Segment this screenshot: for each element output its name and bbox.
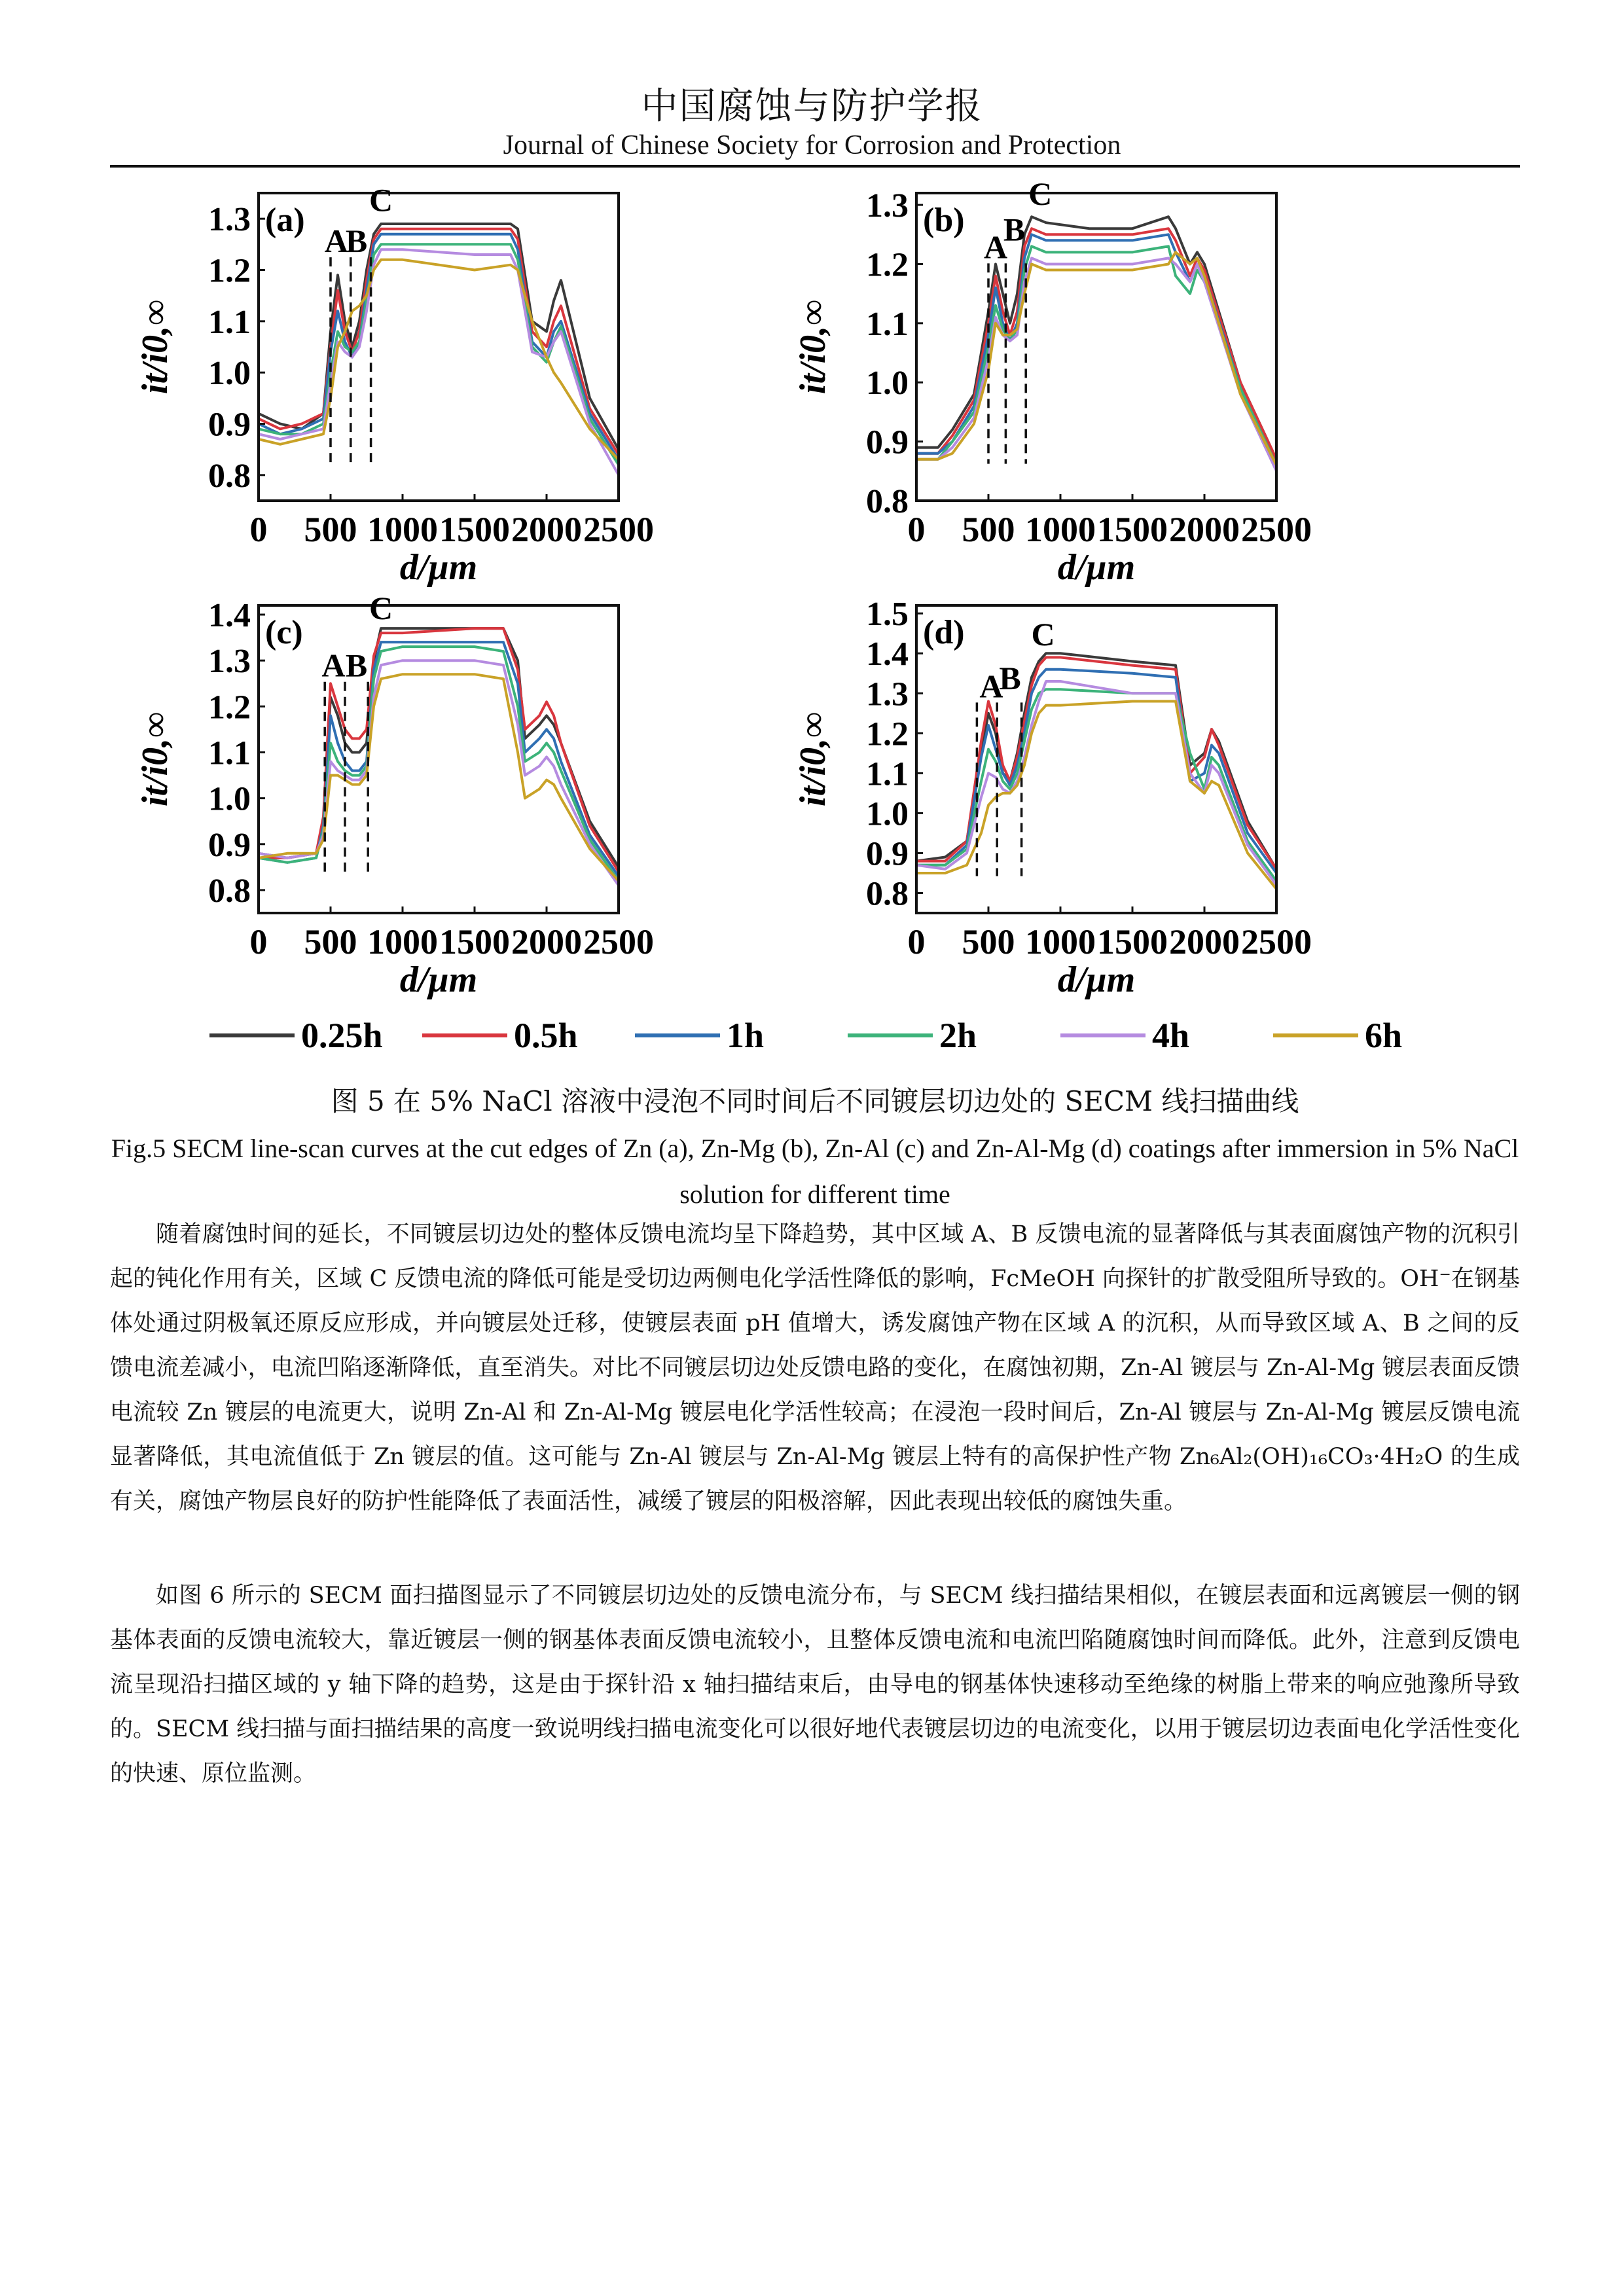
y-tick-label: 1.0 (208, 355, 251, 393)
x-tick-label: 0 (249, 922, 268, 961)
x-tick-label: 1500 (1097, 510, 1168, 549)
region-label: A (321, 647, 346, 684)
region-label: A (983, 228, 1008, 266)
region-label: B (1003, 211, 1026, 248)
y-tick-label: 1.1 (866, 755, 909, 793)
y-tick-label: 1.3 (866, 187, 909, 225)
y-tick-label: 0.8 (866, 483, 909, 520)
region-label: A (979, 668, 1003, 705)
figure-caption-en: Fig.5 SECM line-scan curves at the cut edges of Zn (a), Zn-Mg (b), Zn-Al (c) and Zn-Al-Mg (d) coatings after immersion in 5% NaCl solution for different time (111, 1134, 1519, 1209)
legend-label: 0.25h (301, 1016, 383, 1055)
region-label: A (324, 223, 348, 260)
region-label: C (369, 181, 393, 219)
x-axis-label: d/μm (1057, 960, 1136, 1000)
series-line (259, 249, 619, 475)
x-tick-label: 2000 (511, 510, 582, 549)
y-tick-label: 1.2 (866, 715, 909, 753)
region-label: C (1031, 616, 1055, 653)
series-line (916, 258, 1276, 471)
y-tick-label: 1.3 (208, 201, 251, 239)
panel-label: (d) (923, 614, 965, 651)
body-paragraph-1: 随着腐蚀时间的延长，不同镀层切边处的整体反馈电流均呈下降趋势，其中区域 A、B 反馈电流的显著降低与其表面腐蚀产物的沉积引起的钝化作用有关，区域 C 反馈电流的降低可能是受切边两侧电化学活性降低的影响，FcMeOH 向探针的扩散受阻所导致的。OH⁻在钢基体处通过阴极氧还原反应形成，并向镀层处迁移，使镀层表面 pH 值增大，诱发腐蚀产物在区域 A 的沉积，从而导致区域 A、B 之间的反馈电流差减小，电流凹陷逐渐降低，直至消失。对比不同镀层切边处反馈电路的变化，在腐蚀初期，Zn-Al 镀层与 Zn-Al-Mg 镀层表面反馈电流较 Zn 镀层的电流更大，说明 Zn-Al 和 Zn-Al-Mg 镀层电化学活性较高；在浸泡一段时间后，Zn-Al 镀层与 Zn-Al-Mg 镀层反馈电流显著降低，其电流值低于 Zn 镀层的值。这可能与 Zn-Al 镀层与 Zn-Al-Mg 镀层上特有的高保护性产物 Zn₆Al₂(OH)₁₆CO₃·4H₂O 的生成有关，腐蚀产物层良好的防护性能降低了表面活性，减缓了镀层的阳极溶解，因此表现出较低的腐蚀失重。 (110, 1221, 1520, 1515)
journal-title-cn: 中国腐蚀与防护学报 (641, 85, 983, 128)
y-axis-label: it/i0,∞ (135, 299, 175, 395)
x-tick-label: 2500 (583, 510, 654, 549)
header-divider (110, 165, 1520, 168)
chart-panel (793, 177, 1312, 588)
y-tick-label: 0.9 (866, 835, 909, 873)
series-line (916, 702, 1276, 889)
x-tick-label: 2500 (583, 922, 654, 961)
x-tick-label: 0 (249, 510, 268, 549)
x-tick-label: 1500 (1097, 922, 1168, 961)
y-axis-label: it/i0,∞ (793, 711, 833, 807)
x-tick-label: 1000 (367, 510, 438, 549)
panel-label: (c) (265, 614, 303, 651)
y-tick-label: 1.0 (866, 795, 909, 833)
y-tick-label: 1.2 (208, 689, 251, 726)
plot-frame (259, 605, 619, 913)
region-label: C (369, 590, 393, 627)
series-line (916, 246, 1276, 465)
y-tick-label: 1.4 (866, 636, 909, 673)
x-tick-label: 500 (304, 922, 357, 961)
journal-title-en: Journal of Chinese Society for Corrosion and Protection (503, 130, 1121, 160)
x-tick-label: 0 (907, 922, 926, 961)
figure-5 (111, 177, 1519, 1073)
y-tick-label: 1.2 (866, 246, 909, 284)
y-tick-label: 1.5 (866, 596, 909, 634)
figure-caption-cn: 图 5 在 5% NaCl 溶液中浸泡不同时间后不同镀层切边处的 SECM 线扫描曲线 (331, 1085, 1299, 1117)
chart-panel (793, 596, 1312, 1000)
y-tick-label: 0.9 (208, 406, 251, 444)
y-tick-label: 1.3 (208, 643, 251, 681)
legend-label: 6h (1365, 1016, 1403, 1055)
y-tick-label: 1.4 (208, 597, 251, 635)
y-tick-label: 1.3 (866, 675, 909, 713)
y-tick-label: 1.2 (208, 252, 251, 290)
y-tick-label: 0.8 (208, 457, 251, 495)
x-tick-label: 2000 (1169, 922, 1240, 961)
x-tick-label: 2500 (1241, 922, 1312, 961)
y-tick-label: 0.9 (866, 423, 909, 461)
x-axis-label: d/μm (399, 960, 478, 1000)
y-tick-label: 0.8 (866, 875, 909, 913)
series-line (259, 628, 619, 872)
x-axis-label: d/μm (399, 547, 478, 588)
region-label: B (345, 647, 368, 684)
region-label: B (345, 223, 368, 260)
plot-frame (916, 605, 1276, 913)
series-line (259, 628, 619, 867)
x-tick-label: 500 (962, 922, 1015, 961)
y-axis-label: it/i0,∞ (793, 299, 833, 395)
x-tick-label: 1000 (1025, 922, 1096, 961)
x-tick-label: 500 (962, 510, 1015, 549)
y-tick-label: 1.0 (866, 365, 909, 403)
legend-label: 1h (727, 1016, 765, 1055)
series-line (259, 642, 619, 876)
y-tick-label: 1.1 (208, 734, 251, 772)
chart-panel (135, 181, 654, 588)
y-tick-label: 1.1 (866, 305, 909, 343)
legend-label: 2h (939, 1016, 977, 1055)
x-axis-label: d/μm (1057, 547, 1136, 588)
series-line (916, 252, 1276, 465)
legend-label: 4h (1152, 1016, 1190, 1055)
x-tick-label: 1000 (367, 922, 438, 961)
y-tick-label: 1.1 (208, 303, 251, 341)
legend-label: 0.5h (514, 1016, 578, 1055)
panel-label: (a) (265, 202, 305, 239)
series-line (259, 647, 619, 881)
y-tick-label: 0.9 (208, 826, 251, 864)
x-tick-label: 1500 (439, 510, 510, 549)
y-tick-label: 0.8 (208, 872, 251, 910)
legend (209, 1016, 1402, 1055)
body-paragraph-2: 如图 6 所示的 SECM 面扫描图显示了不同镀层切边处的反馈电流分布，与 SECM 线扫描结果相似，在镀层表面和远离镀层一侧的钢基体表面的反馈电流较大，靠近镀层一侧的钢基体表面反馈电流较小，且整体反馈电流和电流凹陷随腐蚀时间而降低。此外，注意到反馈电流呈现沿扫描区域的 y 轴下降的趋势，这是由于探针沿 x 轴扫描结束后，由导电的钢基体快速移动至绝缘的树脂上带来的响应弛豫所导致的。SECM 线扫描与面扫描结果的高度一致说明线扫描电流变化可以很好地代表镀层切边的电流变化，以用于镀层切边表面电化学活性变化的快速、原位监测。 (110, 1583, 1520, 1787)
x-tick-label: 2000 (1169, 510, 1240, 549)
y-axis-label: it/i0,∞ (135, 711, 175, 807)
y-tick-label: 1.0 (208, 780, 251, 818)
region-label: B (999, 660, 1021, 697)
x-tick-label: 1500 (439, 922, 510, 961)
x-tick-label: 1000 (1025, 510, 1096, 549)
x-tick-label: 2500 (1241, 510, 1312, 549)
region-label: C (1028, 177, 1053, 213)
chart-panel (135, 590, 654, 1000)
x-tick-label: 0 (907, 510, 926, 549)
x-tick-label: 500 (304, 510, 357, 549)
panel-label: (b) (923, 202, 965, 239)
x-tick-label: 2000 (511, 922, 582, 961)
